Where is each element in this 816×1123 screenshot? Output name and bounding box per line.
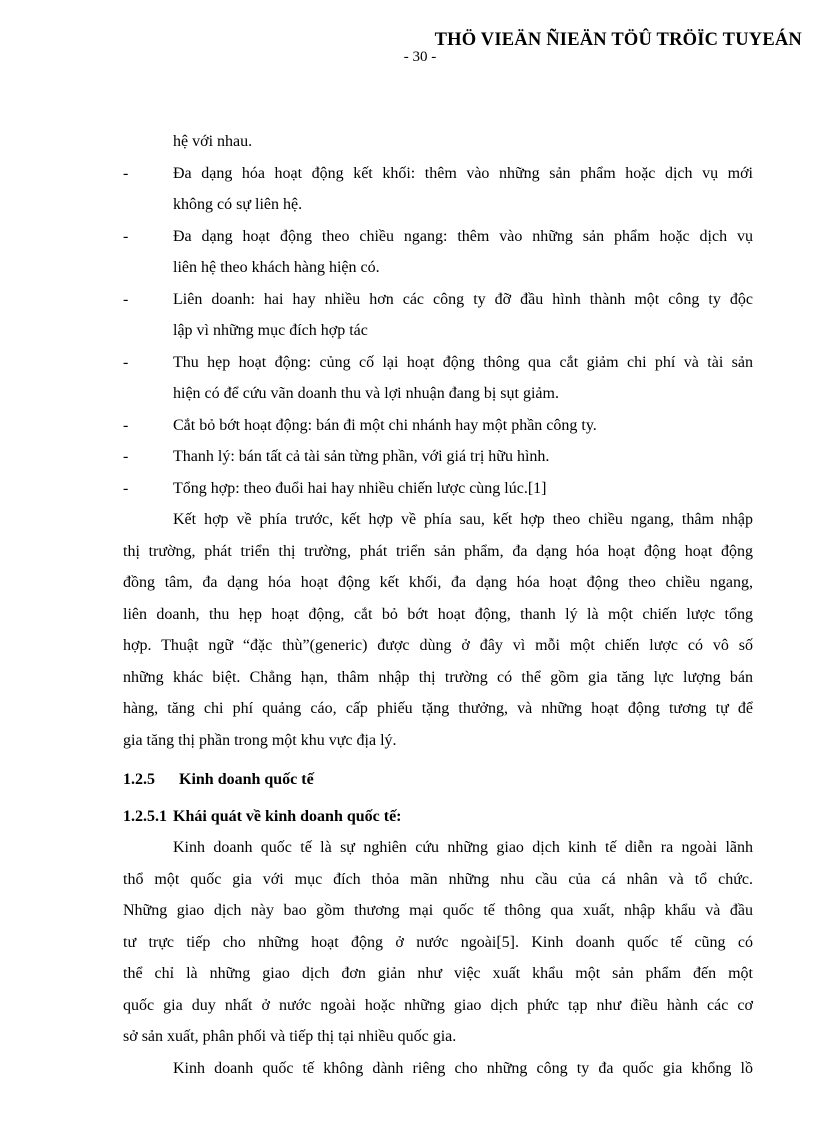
- paragraph-international-business: [123, 832, 753, 1053]
- bullet-text: Tổng hợp: theo đuổi hai hay nhiều chiến lược cùng lúc.[1]: [173, 479, 547, 497]
- list-item: [123, 347, 753, 410]
- paragraph-strategies: [123, 504, 753, 756]
- bullet-text: Đa dạng hoạt động theo chiều ngang: thêm vào những sản phẩm hoặc dịch vụ: [173, 227, 753, 245]
- bullet-text-continuation: không có sự liên hệ.: [173, 196, 303, 213]
- subsection-heading: [123, 801, 753, 833]
- bullet-text: Cắt bỏ bớt hoạt động: bán đi một chi nhánh hay một phần công ty.: [173, 416, 597, 434]
- paragraph-line: liên doanh, thu hẹp hoạt động, cắt bỏ bớt hoạt động, thanh lý là một chiến lược tổng: [123, 605, 753, 623]
- subsection-number: 1.2.5.1: [123, 807, 167, 825]
- bullet-dash: -: [123, 290, 129, 308]
- bullet-text: Thu hẹp hoạt động: củng cố lại hoạt động thông qua cắt giảm chi phí và tài sản: [173, 353, 753, 371]
- paragraph-line: Kết hợp về phía trước, kết hợp về phía sau, kết hợp theo chiều ngang, thâm nhập: [173, 511, 753, 528]
- bullet-text: Đa dạng hóa hoạt động kết khối: thêm vào những sản phẩm hoặc dịch vụ mới: [173, 164, 753, 182]
- paragraph-line: quốc gia duy nhất ở nước ngoài hoặc những giao dịch phức tạp như điều hành các cơ: [123, 996, 753, 1014]
- list-item: [123, 284, 753, 347]
- paragraph-line: hợp. Thuật ngữ “đặc thù”(generic) được dùng ở đây vì mỗi một chiến lược có vô số: [123, 637, 753, 654]
- subsection-title: Khái quát về kinh doanh quốc tế:: [173, 807, 402, 825]
- paragraph-line: hàng, tăng chi phí quảng cáo, cấp phiếu tặng thưởng, và những hoạt động tương tự để: [123, 700, 753, 717]
- bullet-dash: -: [123, 227, 129, 245]
- section-heading: [123, 764, 753, 796]
- bullet-list: [123, 158, 753, 505]
- page-number: - 30 -: [403, 49, 437, 65]
- library-watermark: THÖ VIEÄN ÑIEÄN TÖÛ TRÖÏC TUYEÁN: [434, 30, 802, 50]
- list-item: [123, 410, 753, 442]
- paragraph-line: Kinh doanh quốc tế là sự nghiên cứu những giao dịch kinh tế diễn ra ngoài lãnh: [173, 839, 753, 856]
- paragraph-line: sở sản xuất, phân phối và tiếp thị tại nhiều quốc gia.: [123, 1028, 457, 1045]
- paragraph-multinational: [123, 1053, 753, 1085]
- section-title: Kinh doanh quốc tế: [179, 771, 314, 788]
- paragraph-line: đồng tâm, đa dạng hóa hoạt động kết khối, đa dạng hóa hoạt động theo chiều ngang,: [123, 574, 753, 591]
- paragraph-line: những khác biệt. Chẳng hạn, thâm nhập thị trường có thể gồm gia tăng lực lượng bán: [123, 668, 753, 686]
- paragraph-line: gia tăng thị phần trong một khu vực địa lý.: [123, 731, 397, 749]
- paragraph-line: Kinh doanh quốc tế không dành riêng cho những công ty đa quốc gia khổng lồ: [173, 1059, 753, 1077]
- bullet-dash: -: [123, 353, 129, 371]
- list-item: [123, 441, 753, 473]
- bullet-text: Thanh lý: bán tất cả tài sản từng phần, với giá trị hữu hình.: [173, 448, 550, 465]
- paragraph-line: thị trường, phát triển thị trường, phát triển sản phẩm, đa dạng hóa hoạt động hoạt động: [123, 542, 753, 560]
- bullet-dash: -: [123, 164, 129, 182]
- list-item: [123, 158, 753, 221]
- bullet-dash: -: [123, 416, 129, 434]
- bullet-text-continuation: lập vì những mục đích hợp tác: [173, 322, 368, 339]
- bullet-continuation: hệ với nhau.: [173, 133, 253, 150]
- paragraph-line: tư trực tiếp cho những hoạt động ở nước ngoài[5]. Kinh doanh quốc tế cũng có: [123, 933, 753, 951]
- bullet-text: Liên doanh: hai hay nhiều hơn các công ty đỡ đầu hình thành một công ty độc: [173, 290, 753, 308]
- list-item: [123, 221, 753, 284]
- bullet-dash: -: [123, 479, 129, 497]
- paragraph-line: Những giao dịch này bao gồm thương mại quốc tế thông qua xuất, nhập khẩu và đầu: [123, 902, 753, 919]
- bullet-dash: -: [123, 448, 129, 465]
- list-item: [123, 473, 753, 505]
- section-number: 1.2.5: [123, 771, 155, 788]
- bullet-text-continuation: hiện có để cứu vãn doanh thu và lợi nhuận đang bị sụt giảm.: [173, 385, 559, 402]
- bullet-text-continuation: liên hệ theo khách hàng hiện có.: [173, 259, 380, 276]
- page-body: [123, 126, 753, 1084]
- paragraph-line: thổ một quốc gia với mục đích thỏa mãn những nhu cầu của cá nhân và tổ chức.: [123, 870, 753, 888]
- paragraph-line: thể chỉ là những giao dịch đơn giản như việc xuất khẩu một sản phẩm đến một: [123, 965, 753, 982]
